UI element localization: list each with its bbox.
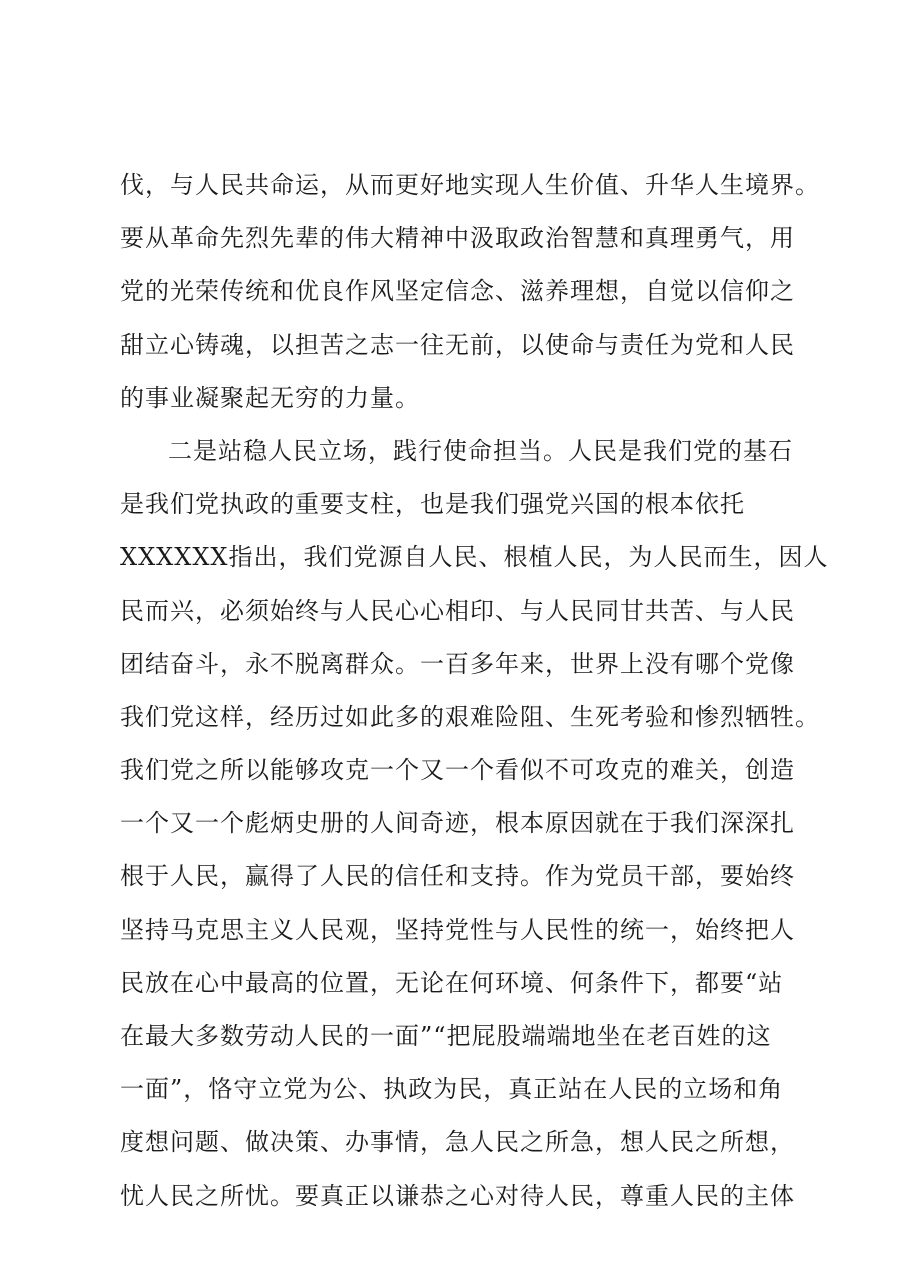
text-line: 是我们党执政的重要支柱，也是我们强党兴国的根本依托 [120,490,745,519]
text-line: 忧人民之所忧。要真正以谦恭之心对待人民，尊重人民的主体 [120,1181,795,1210]
text-line: 的事业凝聚起无穷的力量。 [120,383,420,412]
text-line: 一个又一个彪炳史册的人间奇迹，根本原因就在于我们深深扎 [120,809,795,838]
text-line: 要从革命先烈先辈的伟大精神中汲取政治智慧和真理勇气，用 [120,224,795,253]
text-line: 我们党这样，经历过如此多的艰难险阻、生死考验和惨烈牺牲。 [120,702,820,731]
text-line: 坚持马克思主义人民观，坚持党性与人民性的统一，始终把人 [120,915,795,944]
paragraph-start-line: 二是站稳人民立场，践行使命担当。人民是我们党的基石 [168,436,793,465]
text-line: 甜立心铸魂，以担苦之志一往无前，以使命与责任为党和人民 [120,330,795,359]
text-line: 伐，与人民共命运，从而更好地实现人生价值、升华人生境界。 [120,171,820,199]
text-line: 团结奋斗，永不脱离群众。一百多年来，世界上没有哪个党像 [120,649,795,678]
text-line: 民而兴，必须始终与人民心心相印、与人民同甘共苦、与人民 [120,596,795,625]
text-line: 度想问题、做决策、办事情，急人民之所急，想人民之所想， [120,1128,795,1157]
text-line: 在最大多数劳动人民的一面”“把屁股端端地坐在老百姓的这 [120,1022,772,1050]
text-line: XXXXXX指出，我们党源自人民、根植人民，为人民而生，因人 [120,543,829,572]
document-body [120,159,829,1223]
text-line: 民放在心中最高的位置，无论在何环境、何条件下，都要“站 [120,968,784,997]
text-line: 一面”，恪守立党为公、执政为民，真正站在人民的立场和角 [120,1075,784,1104]
text-line: 党的光荣传统和优良作风坚定信念、滋养理想，自觉以信仰之 [120,277,795,306]
text-line: 根于人民，赢得了人民的信任和支持。作为党员干部，要始终 [120,862,795,891]
text-line: 我们党之所以能够攻克一个又一个看似不可攻克的难关，创造 [120,756,795,785]
